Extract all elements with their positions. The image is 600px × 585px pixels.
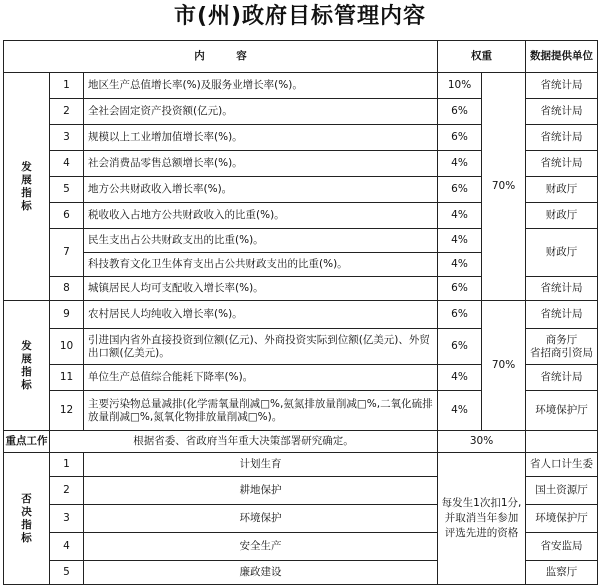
header-source: 数据提供单位 [526, 41, 598, 73]
row-source: 财政厅 [526, 203, 598, 229]
row-number: 4 [50, 151, 84, 177]
table-row [4, 301, 598, 329]
table-row-key-work [4, 431, 598, 453]
row-number: 11 [50, 365, 84, 391]
group-weight: 70% [482, 73, 526, 301]
row-weight: 4% [438, 151, 482, 177]
row-source: 省人口计生委 [526, 453, 598, 477]
row-number: 2 [50, 477, 84, 505]
row-source: 省统计局 [526, 151, 598, 177]
row-number: 5 [50, 561, 84, 585]
key-work-content: 根据省委、省政府当年重大决策部署研究确定。 [50, 431, 438, 453]
header-weight: 权重 [438, 41, 526, 73]
row-source: 财政厅 [526, 177, 598, 203]
row-source: 省统计局 [526, 301, 598, 329]
veto-note: 每发生1次扣1分,并取消当年参加评选先进的资格 [438, 453, 526, 585]
row-number: 6 [50, 203, 84, 229]
header-content: 内 容 [4, 41, 438, 73]
row-content: 引进国内省外直接投资到位额(亿元)、外商投资实际到位额(亿美元)、外贸出口额(亿美元)。 [84, 329, 438, 365]
row-content: 科技教育文化卫生体育支出占公共财政支出的比重(%)。 [84, 253, 438, 277]
table-row [4, 453, 598, 477]
row-weight: 4% [438, 253, 482, 277]
row-content: 安全生产 [84, 533, 438, 561]
row-content: 地区生产总值增长率(%)及服务业增长率(%)。 [84, 73, 438, 99]
row-weight: 4% [438, 365, 482, 391]
row-weight: 4% [438, 229, 482, 253]
row-number: 9 [50, 301, 84, 329]
category-label: 否决指标 [21, 492, 32, 544]
key-work-source [526, 431, 598, 453]
row-number: 4 [50, 533, 84, 561]
row-content: 环境保护 [84, 505, 438, 533]
category-dev-1 [4, 73, 50, 301]
key-work-weight: 30% [438, 431, 526, 453]
target-table [3, 40, 598, 585]
row-number: 3 [50, 505, 84, 533]
row-number: 1 [50, 73, 84, 99]
row-content: 耕地保护 [84, 477, 438, 505]
row-number: 1 [50, 453, 84, 477]
row-weight: 10% [438, 73, 482, 99]
row-content: 农村居民人均纯收入增长率(%)。 [84, 301, 438, 329]
row-weight: 6% [438, 125, 482, 151]
row-source: 省安监局 [526, 533, 598, 561]
row-source: 监察厅 [526, 561, 598, 585]
row-source: 商务厅 省招商引资局 [526, 329, 598, 365]
category-label: 发展指标 [21, 160, 32, 212]
category-label: 发展指标 [21, 339, 32, 391]
row-number: 8 [50, 277, 84, 301]
row-weight: 6% [438, 329, 482, 365]
row-source: 财政厅 [526, 229, 598, 277]
row-content: 主要污染物总量减排(化学需氧量削减□%,氨氮排放量削减□%,二氧化硫排放量削减□%,氮氧化物排放量削减□%)。 [84, 391, 438, 431]
row-source: 省统计局 [526, 277, 598, 301]
group-weight: 70% [482, 301, 526, 431]
row-weight: 4% [438, 391, 482, 431]
row-content: 城镇居民人均可支配收入增长率(%)。 [84, 277, 438, 301]
row-weight: 4% [438, 203, 482, 229]
row-content: 计划生育 [84, 453, 438, 477]
category-veto [4, 453, 50, 585]
row-source: 省统计局 [526, 125, 598, 151]
row-number: 12 [50, 391, 84, 431]
row-content: 单位生产总值综合能耗下降率(%)。 [84, 365, 438, 391]
row-content: 民生支出占公共财政支出的比重(%)。 [84, 229, 438, 253]
row-weight: 6% [438, 301, 482, 329]
row-source: 省统计局 [526, 365, 598, 391]
row-source: 省统计局 [526, 99, 598, 125]
row-source: 国土资源厅 [526, 477, 598, 505]
table-row [4, 73, 598, 99]
row-number: 3 [50, 125, 84, 151]
row-number: 5 [50, 177, 84, 203]
row-content: 规模以上工业增加值增长率(%)。 [84, 125, 438, 151]
row-weight: 6% [438, 177, 482, 203]
row-content: 全社会固定资产投资额(亿元)。 [84, 99, 438, 125]
row-weight: 6% [438, 99, 482, 125]
table-header-row [4, 41, 598, 73]
row-content: 社会消费品零售总额增长率(%)。 [84, 151, 438, 177]
row-content: 廉政建设 [84, 561, 438, 585]
row-content: 地方公共财政收入增长率(%)。 [84, 177, 438, 203]
row-weight: 6% [438, 277, 482, 301]
row-source: 环境保护厅 [526, 505, 598, 533]
row-number: 2 [50, 99, 84, 125]
row-number: 7 [50, 229, 84, 277]
row-number: 10 [50, 329, 84, 365]
row-content: 税收收入占地方公共财政收入的比重(%)。 [84, 203, 438, 229]
key-work-label: 重点工作 [4, 431, 50, 453]
row-source: 环境保护厅 [526, 391, 598, 431]
category-dev-2 [4, 301, 50, 431]
page-title: 市(州)政府目标管理内容 [173, 4, 427, 29]
row-source: 省统计局 [526, 73, 598, 99]
